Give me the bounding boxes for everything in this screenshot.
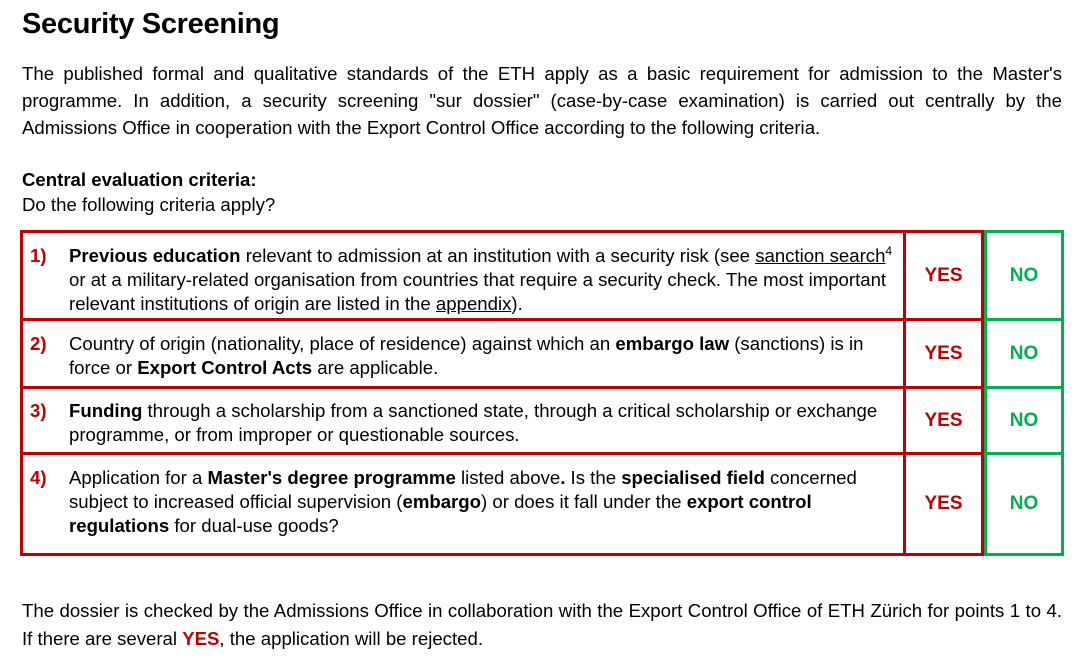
criteria-table: [20, 230, 1064, 556]
text-run: Application for a: [69, 467, 208, 488]
criteria-heading: Central evaluation criteria:: [22, 169, 257, 190]
bold-term: specialised field: [621, 467, 765, 488]
bold-term: Export Control Acts: [137, 357, 313, 378]
text-run: Country of origin (nationality, place of residence) against which an: [69, 333, 616, 354]
bold-term: embargo: [402, 491, 482, 512]
criteria-text: [69, 399, 899, 447]
bold-term: embargo law: [615, 333, 730, 354]
bold-term: Previous education: [69, 245, 241, 266]
text-run: ) or does it fall under the: [481, 491, 687, 512]
text-run: concerned subject to increased official supervision (: [69, 467, 857, 512]
bold-term: Master's degree programme: [207, 467, 456, 488]
text-run: or at a military-related organisation from countries that require a security check. The most important relevant institutions of origin are listed in the: [69, 269, 887, 314]
yes-cell: YES: [906, 318, 984, 389]
criteria-text: [69, 332, 899, 380]
no-cell: NO: [984, 230, 1064, 321]
no-cell: NO: [984, 386, 1064, 455]
yes-cell: YES: [906, 386, 984, 455]
bold-term: .: [560, 467, 566, 488]
yes-cell: YES: [906, 452, 984, 556]
row-number: 3): [30, 400, 47, 421]
criteria-cell: [20, 318, 906, 389]
row-number: 4): [30, 467, 47, 488]
closing-paragraph: [22, 597, 1062, 653]
yes-cell: YES: [906, 230, 984, 321]
criteria-cell: [20, 386, 906, 455]
text-run: ).: [511, 293, 523, 314]
criteria-cell: [20, 230, 906, 321]
criteria-row-2: [20, 318, 1064, 389]
appendix-link[interactable]: appendix: [435, 293, 512, 314]
no-cell: NO: [984, 452, 1064, 556]
bold-term: export control regulations: [69, 491, 812, 536]
criteria-row-1: [20, 230, 1064, 321]
text-run: The dossier is checked by the Admissions Office in collaboration with the Export Control Office of ETH Zürich for points 1 to 4. If there are several: [22, 600, 1062, 649]
page-title: Security Screening: [22, 8, 280, 40]
row-number: 1): [30, 245, 47, 266]
no-cell: NO: [984, 318, 1064, 389]
criteria-row-3: [20, 386, 1064, 455]
text-run: , the application will be rejected.: [219, 628, 483, 649]
text-run: through a scholarship from a sanctioned state, through a critical scholarship or exchange programme, or from improper or questionable sources.: [69, 400, 878, 445]
criteria-row-4: [20, 452, 1064, 556]
intro-paragraph: The published formal and qualitative standards of the ETH apply as a basic requirement for admission to the Master's programme. In addition, a security screening "sur dossier" (case-by-case examination) is carried out centrally by the Admissions Office in cooperation with the Export Control Office according to the following criteria.: [22, 63, 1062, 138]
text-run: Is the: [565, 467, 622, 488]
text-run: listed above: [455, 467, 561, 488]
criteria-text: [69, 244, 899, 316]
criteria-text: [69, 466, 899, 538]
text-run: for dual-use goods?: [169, 515, 339, 536]
criteria-cell: [20, 452, 906, 556]
yes-emphasis: YES: [182, 628, 220, 649]
criteria-question: Do the following criteria apply?: [22, 194, 276, 215]
text-run: relevant to admission at an institution with a security risk (see: [240, 245, 756, 266]
text-run: are applicable.: [312, 357, 439, 378]
row-number: 2): [30, 333, 47, 354]
footnote-ref[interactable]: 4: [885, 244, 893, 258]
bold-term: Funding: [69, 400, 143, 421]
text-run: (sanctions) is in force or: [69, 333, 864, 378]
sanction-search-link[interactable]: sanction search: [755, 245, 886, 266]
